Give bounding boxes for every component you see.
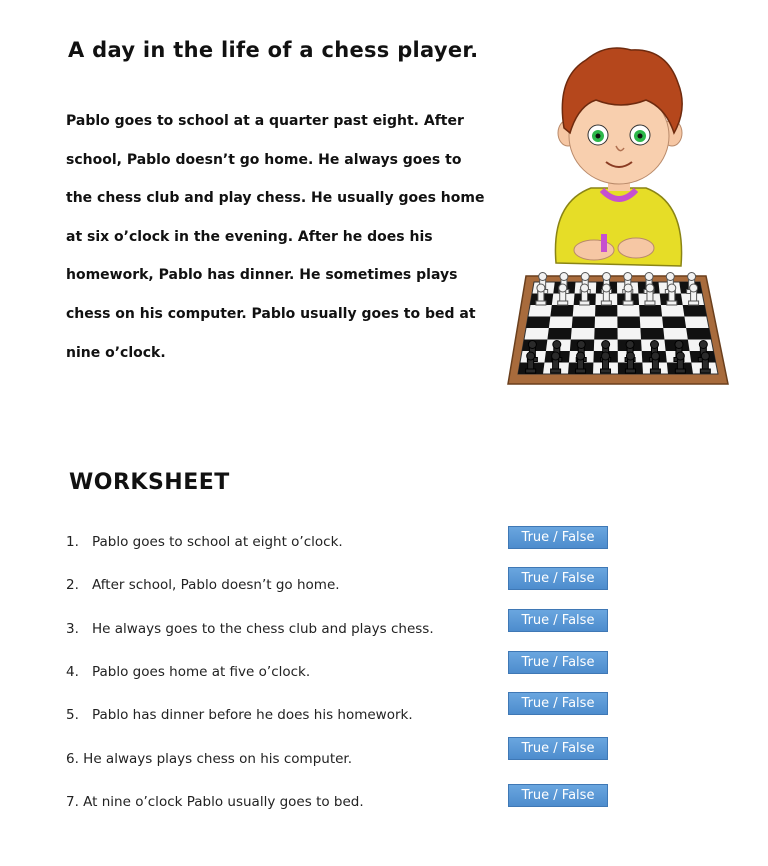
- question-item: [66, 664, 486, 680]
- held-piece: [601, 234, 607, 252]
- chess-piece: [623, 284, 633, 305]
- dark-square: [595, 305, 617, 317]
- true-false-button[interactable]: True / False: [508, 526, 608, 549]
- left-hand: [574, 240, 614, 260]
- question-item: [66, 794, 486, 810]
- dark-square: [617, 317, 640, 329]
- question-text: After school, Pablo doesn’t go home.: [92, 577, 340, 593]
- left-pupil: [596, 134, 601, 139]
- chess-piece: [558, 284, 568, 305]
- story-line: homework, Pablo has dinner. He sometimes plays: [66, 267, 458, 284]
- question-number: 2.: [66, 577, 79, 593]
- question-number: 5.: [66, 707, 79, 723]
- chess-piece: [645, 284, 655, 305]
- question-number: 4.: [66, 664, 79, 680]
- question-item: [66, 534, 486, 550]
- story-line: chess on his computer. Pablo usually goes to bed at: [66, 305, 476, 322]
- true-false-button[interactable]: True / False: [508, 784, 608, 807]
- true-false-button[interactable]: True / False: [508, 609, 608, 632]
- question-text: 6. He always plays chess on his computer.: [66, 751, 353, 767]
- question-number: 1.: [66, 534, 79, 550]
- page-title: A day in the life of a chess player.: [68, 38, 479, 62]
- dark-square: [572, 317, 595, 329]
- dark-square: [547, 328, 571, 340]
- story-line: the chess club and play chess. He usually goes home: [66, 190, 485, 207]
- question-item: [66, 707, 486, 723]
- chess-piece: [580, 284, 590, 305]
- right-pupil: [638, 134, 643, 139]
- chess-piece: [667, 284, 677, 305]
- dark-square: [639, 305, 662, 317]
- dark-square: [640, 328, 664, 340]
- boy-chess-illustration: [506, 38, 730, 390]
- chess-piece: [601, 284, 611, 305]
- dark-square: [594, 328, 617, 340]
- story-paragraph: [66, 102, 485, 372]
- dark-square: [550, 305, 573, 317]
- question-text: Pablo has dinner before he does his homework.: [92, 707, 413, 723]
- dark-square: [662, 317, 686, 329]
- question-item: [66, 751, 486, 767]
- chess-piece: [689, 284, 699, 305]
- story-line: school, Pablo doesn’t go home. He always goes to: [66, 151, 462, 168]
- question-item: [66, 577, 486, 593]
- true-false-button[interactable]: True / False: [508, 737, 608, 760]
- question-text: Pablo goes to school at eight o’clock.: [92, 534, 343, 550]
- dark-square: [526, 317, 550, 329]
- dark-square: [683, 305, 707, 317]
- true-false-button[interactable]: True / False: [508, 651, 608, 674]
- story-line: at six o’clock in the evening. After he does his: [66, 228, 433, 245]
- dark-square: [686, 328, 711, 340]
- question-text: He always goes to the chess club and plays chess.: [92, 621, 434, 637]
- story-line: nine o’clock.: [66, 344, 166, 361]
- question-text: Pablo goes home at five o’clock.: [92, 664, 311, 680]
- question-number: 3.: [66, 621, 79, 637]
- chess-piece: [536, 284, 546, 305]
- question-item: [66, 621, 486, 637]
- right-hand: [618, 238, 654, 258]
- true-false-button[interactable]: True / False: [508, 567, 608, 590]
- story-line: Pablo goes to school at a quarter past eight. After: [66, 113, 464, 129]
- worksheet-heading: WORKSHEET: [69, 470, 230, 495]
- question-text: 7. At nine o’clock Pablo usually goes to bed.: [66, 794, 364, 810]
- true-false-button[interactable]: True / False: [508, 692, 608, 715]
